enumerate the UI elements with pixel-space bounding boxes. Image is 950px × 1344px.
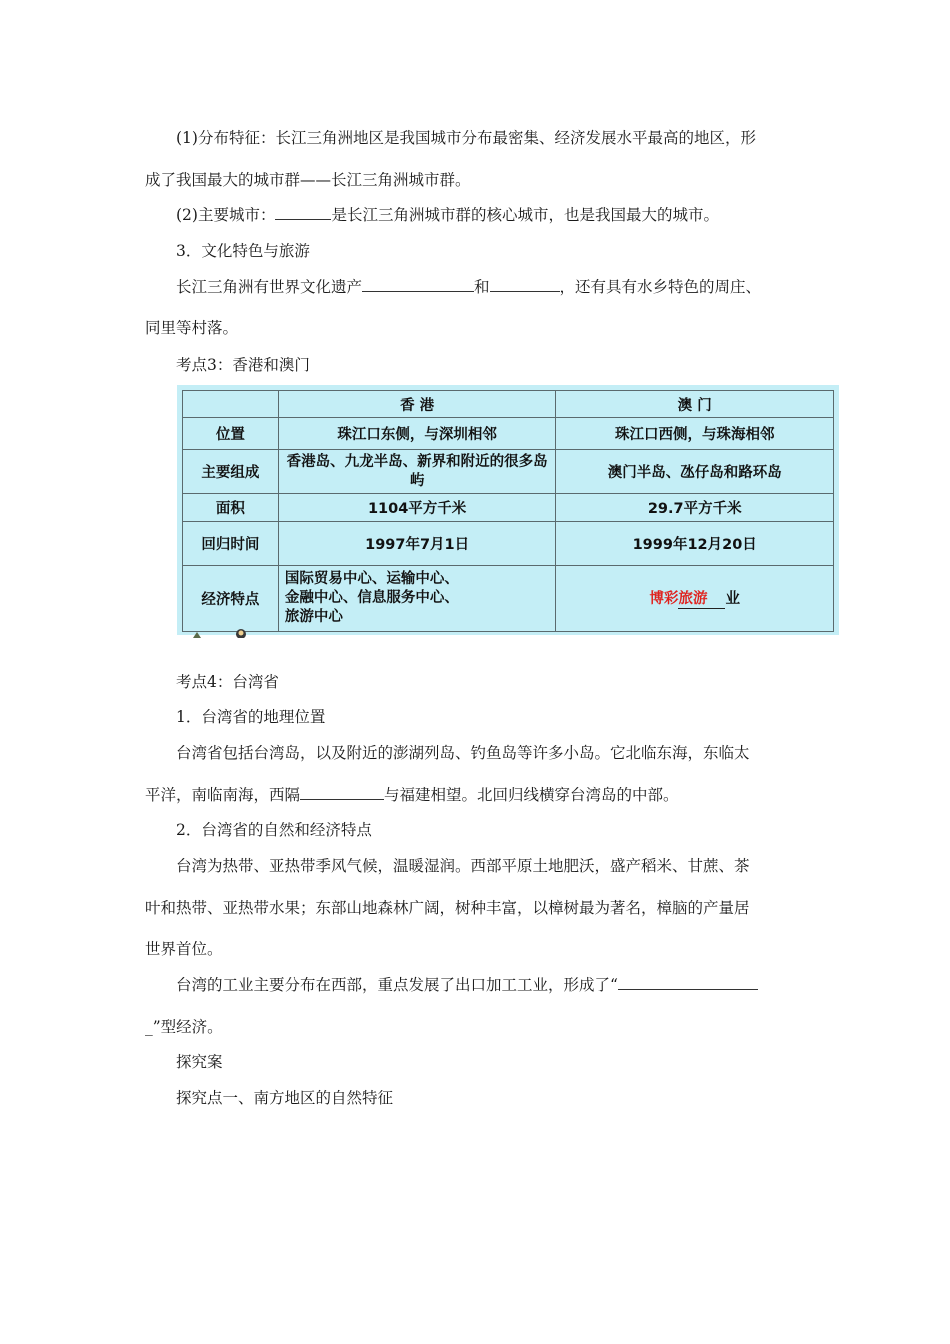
paragraph-taiwan-climate-end: 世界首位。: [145, 940, 223, 958]
blank-heritage-1[interactable]: [362, 277, 474, 292]
table-corner-decoration-icon: [189, 626, 259, 638]
main-cities-prefix: (2)主要城市：: [176, 206, 276, 224]
row-label-composition: 主要组成: [183, 450, 279, 494]
cell-hk-return: 1997年7月1日: [278, 521, 556, 565]
paragraph-heritage-cont: 同里等村落。: [145, 319, 239, 337]
cell-hk-location: 珠江口东侧，与深圳相邻: [278, 418, 556, 450]
cell-mo-area: 29.7平方千米: [556, 494, 834, 521]
blank-economy-type[interactable]: [618, 975, 758, 990]
paragraph-heritage: [176, 277, 761, 297]
mo-economy-red-b: 旅游: [678, 591, 708, 608]
mo-economy-tail: 业: [725, 591, 740, 608]
paragraph-taiwan-location: 台湾省包括台湾岛，以及附近的澎湖列岛、钓鱼岛等许多小岛。它北临东海，东临太: [176, 744, 750, 762]
table-header-mo: 澳 门: [556, 391, 834, 418]
industry-suffix: ”型经济。: [152, 1018, 223, 1036]
heading-kaodian-4: 考点4：台湾省: [176, 673, 279, 691]
table-row: [183, 565, 834, 631]
paragraph-taiwan-industry-cont: [145, 1017, 223, 1037]
hk-economy-line-2: 金融中心、信息服务中心、: [284, 589, 459, 606]
cell-mo-location: 珠江口西侧，与珠海相邻: [556, 418, 834, 450]
hk-economy-line-3: 旅游中心: [284, 608, 343, 625]
paragraph-taiwan-industry: [176, 975, 758, 995]
heading-taiwan-location: 1．台湾省的地理位置: [176, 708, 326, 726]
row-label-return: 回归时间: [183, 521, 279, 565]
paragraph-taiwan-climate-cont: 叶和热带、亚热带水果；东部山地森林广阔，树种丰富，以樟树最为著名，樟脑的产量居: [145, 899, 750, 917]
taiwan-location-suffix: 与福建相望。北回归线横穿台湾岛的中部。: [384, 786, 679, 804]
cell-hk-area: 1104平方千米: [278, 494, 556, 521]
cell-hk-composition: 香港岛、九龙半岛、新界和附近的很多岛屿: [278, 450, 556, 494]
mo-economy-underline: [707, 591, 725, 609]
paragraph-taiwan-location-cont: [145, 785, 679, 805]
cell-mo-return: 1999年12月20日: [556, 521, 834, 565]
hk-macau-table-panel: [177, 385, 839, 635]
hk-macau-table: [182, 390, 834, 632]
table-header-hk: 香 港: [278, 391, 556, 418]
industry-blank-tail: _: [145, 1018, 153, 1036]
cell-mo-composition: 澳门半岛、氹仔岛和路环岛: [556, 450, 834, 494]
heading-kaodian-3: 考点3：香港和澳门: [176, 356, 310, 374]
heritage-prefix: 长江三角洲有世界文化遗产: [176, 278, 363, 296]
heading-tanjiu-an: 探究案: [176, 1053, 223, 1071]
main-cities-suffix: 是长江三角洲城市群的核心城市，也是我国最大的城市。: [331, 206, 719, 224]
table-row: [183, 450, 834, 494]
industry-prefix: 台湾的工业主要分布在西部，重点发展了出口加工工业，形成了“: [176, 976, 618, 994]
table-header-row: [183, 391, 834, 418]
mo-economy-red-a: 博彩: [649, 591, 679, 608]
table-row: [183, 418, 834, 450]
row-label-economy: 经济特点: [183, 565, 279, 631]
blank-core-city[interactable]: [275, 205, 331, 220]
heritage-and: 和: [474, 278, 490, 296]
cell-mo-economy: [556, 565, 834, 631]
row-label-location: 位置: [183, 418, 279, 450]
table-row: [183, 494, 834, 521]
blank-heritage-2[interactable]: [490, 277, 560, 292]
hk-economy-line-1: 国际贸易中心、运输中心、: [284, 570, 459, 587]
paragraph-distribution-cont: 成了我国最大的城市群——长江三角洲城市群。: [145, 171, 471, 189]
row-label-area: 面积: [183, 494, 279, 521]
table-header-empty: [183, 391, 279, 418]
blank-strait[interactable]: [300, 785, 384, 800]
heritage-suffix: ，还有具有水乡特色的周庄、: [559, 278, 762, 296]
cell-hk-economy: [278, 565, 556, 631]
heading-taiwan-nature-economy: 2．台湾省的自然和经济特点: [176, 821, 372, 839]
heading-tanjiu-point-1: 探究点一、南方地区的自然特征: [176, 1089, 394, 1107]
paragraph-distribution: (1)分布特征：长江三角洲地区是我国城市分布最密集、经济发展水平最高的地区，形: [176, 129, 756, 147]
paragraph-taiwan-climate: 台湾为热带、亚热带季风气候，温暖湿润。西部平原土地肥沃，盛产稻米、甘蔗、茶: [176, 857, 750, 875]
taiwan-location-prefix: 平洋，南临南海，西隔: [145, 786, 301, 804]
heading-culture-tourism: 3．文化特色与旅游: [176, 242, 310, 260]
paragraph-main-cities: [176, 205, 719, 225]
table-row: [183, 521, 834, 565]
